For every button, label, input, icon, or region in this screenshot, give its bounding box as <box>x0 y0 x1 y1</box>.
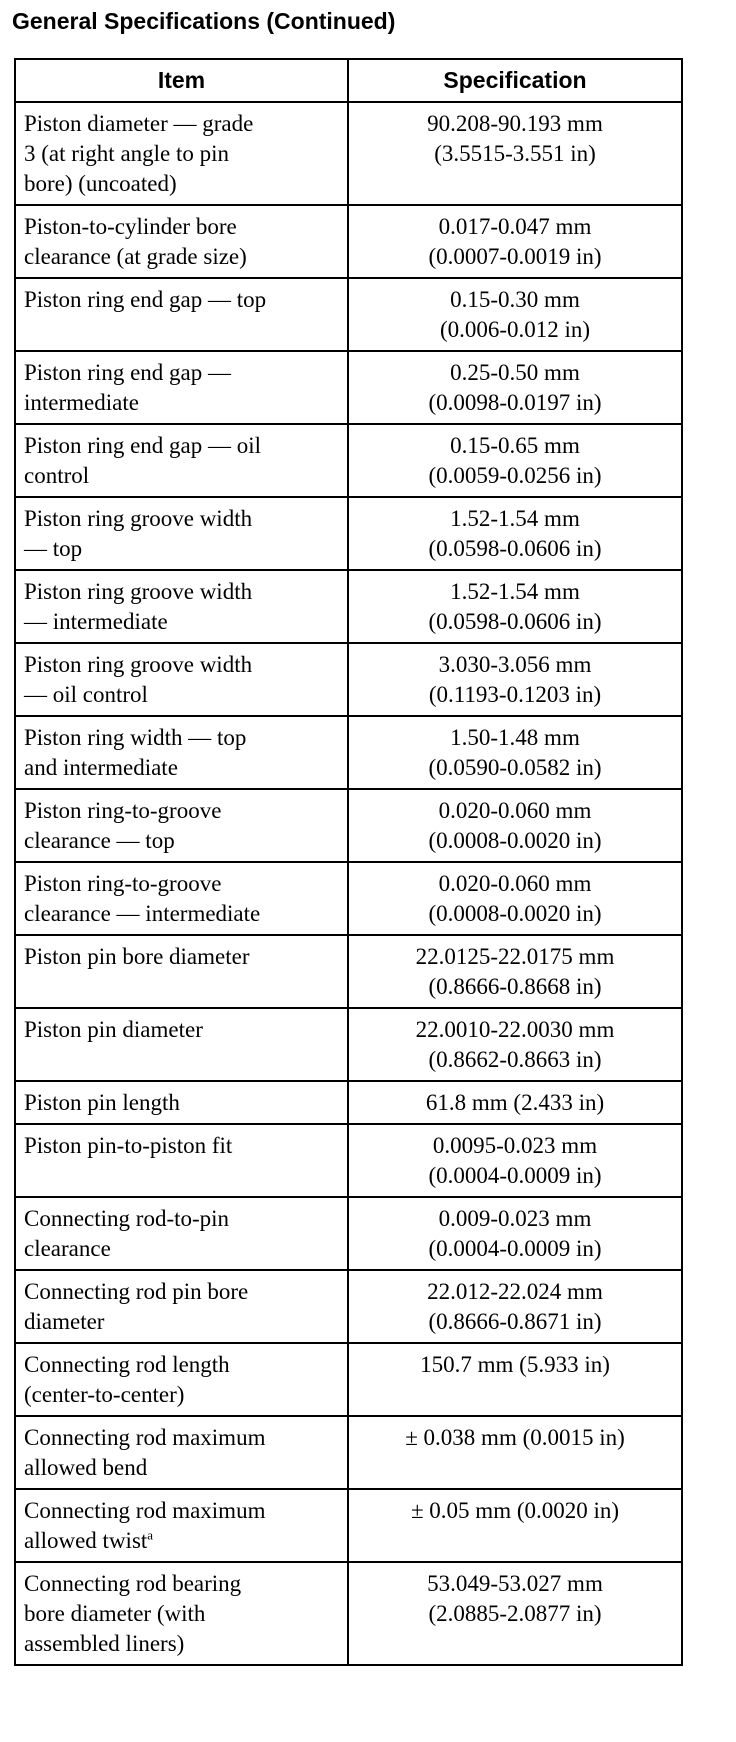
table-row <box>15 1197 682 1270</box>
spec-cell: ± 0.05 mm (0.0020 in) <box>348 1489 682 1562</box>
table-row <box>15 1489 682 1562</box>
table-row <box>15 935 682 1008</box>
item-cell: Piston ring groove width — intermediate <box>15 570 348 643</box>
spec-cell: 53.049-53.027 mm (2.0885-2.0877 in) <box>348 1562 682 1665</box>
table-row <box>15 1008 682 1081</box>
item-cell: Piston pin diameter <box>15 1008 348 1081</box>
page-title: General Specifications (Continued) <box>12 8 396 34</box>
item-cell: Connecting rod-to-pin clearance <box>15 1197 348 1270</box>
table-row <box>15 1270 682 1343</box>
table-row <box>15 1416 682 1489</box>
spec-cell: 0.020-0.060 mm (0.0008-0.0020 in) <box>348 862 682 935</box>
table-row <box>15 862 682 935</box>
item-cell: Connecting rod pin bore diameter <box>15 1270 348 1343</box>
item-cell: Piston pin length <box>15 1081 348 1124</box>
item-cell: Piston-to-cylinder bore clearance (at grade size) <box>15 205 348 278</box>
item-cell: Piston ring groove width — oil control <box>15 643 348 716</box>
spec-cell: 0.25-0.50 mm (0.0098-0.0197 in) <box>348 351 682 424</box>
table-row <box>15 424 682 497</box>
table-row <box>15 789 682 862</box>
table-row <box>15 716 682 789</box>
table-row <box>15 1081 682 1124</box>
table-row <box>15 643 682 716</box>
spec-cell: 22.0010-22.0030 mm (0.8662-0.8663 in) <box>348 1008 682 1081</box>
spec-cell: 0.0095-0.023 mm (0.0004-0.0009 in) <box>348 1124 682 1197</box>
column-header-item: Item <box>15 59 348 102</box>
spec-cell: 0.15-0.30 mm (0.006-0.012 in) <box>348 278 682 351</box>
item-cell: Connecting rod length (center-to-center) <box>15 1343 348 1416</box>
spec-cell: 1.52-1.54 mm (0.0598-0.0606 in) <box>348 497 682 570</box>
table-row <box>15 497 682 570</box>
spec-cell: 0.009-0.023 mm (0.0004-0.0009 in) <box>348 1197 682 1270</box>
table-header-row <box>15 59 682 102</box>
table-row <box>15 102 682 205</box>
footnote-marker: a <box>147 1527 154 1543</box>
spec-cell: 61.8 mm (2.433 in) <box>348 1081 682 1124</box>
specifications-table <box>14 58 683 1666</box>
item-cell: Piston ring-to-groove clearance — intermediate <box>15 862 348 935</box>
item-cell: Piston diameter — grade 3 (at right angle to pin bore) (uncoated) <box>15 102 348 205</box>
table-row <box>15 1562 682 1665</box>
item-cell: Piston ring width — top and intermediate <box>15 716 348 789</box>
table-row <box>15 278 682 351</box>
spec-cell: 0.017-0.047 mm (0.0007-0.0019 in) <box>348 205 682 278</box>
column-header-specification: Specification <box>348 59 682 102</box>
spec-cell: 0.020-0.060 mm (0.0008-0.0020 in) <box>348 789 682 862</box>
item-cell: Piston ring groove width — top <box>15 497 348 570</box>
table-row <box>15 205 682 278</box>
table-row <box>15 351 682 424</box>
spec-cell: 1.52-1.54 mm (0.0598-0.0606 in) <box>348 570 682 643</box>
table-row <box>15 1124 682 1197</box>
item-cell <box>15 1489 348 1562</box>
spec-cell: 0.15-0.65 mm (0.0059-0.0256 in) <box>348 424 682 497</box>
item-cell: Connecting rod bearing bore diameter (with assembled liners) <box>15 1562 348 1665</box>
item-cell: Piston ring end gap — oil control <box>15 424 348 497</box>
item-cell: Piston pin-to-piston fit <box>15 1124 348 1197</box>
item-text: Connecting rod maximum allowed twist <box>24 1498 266 1553</box>
item-cell: Piston ring end gap — intermediate <box>15 351 348 424</box>
table-row <box>15 1343 682 1416</box>
spec-cell: 22.0125-22.0175 mm (0.8666-0.8668 in) <box>348 935 682 1008</box>
spec-cell: 3.030-3.056 mm (0.1193-0.1203 in) <box>348 643 682 716</box>
spec-cell: 22.012-22.024 mm (0.8666-0.8671 in) <box>348 1270 682 1343</box>
spec-cell: 150.7 mm (5.933 in) <box>348 1343 682 1416</box>
item-cell: Connecting rod maximum allowed bend <box>15 1416 348 1489</box>
item-cell: Piston pin bore diameter <box>15 935 348 1008</box>
table-row <box>15 570 682 643</box>
item-cell: Piston ring-to-groove clearance — top <box>15 789 348 862</box>
item-cell: Piston ring end gap — top <box>15 278 348 351</box>
spec-cell: ± 0.038 mm (0.0015 in) <box>348 1416 682 1489</box>
spec-cell: 1.50-1.48 mm (0.0590-0.0582 in) <box>348 716 682 789</box>
spec-cell: 90.208-90.193 mm (3.5515-3.551 in) <box>348 102 682 205</box>
